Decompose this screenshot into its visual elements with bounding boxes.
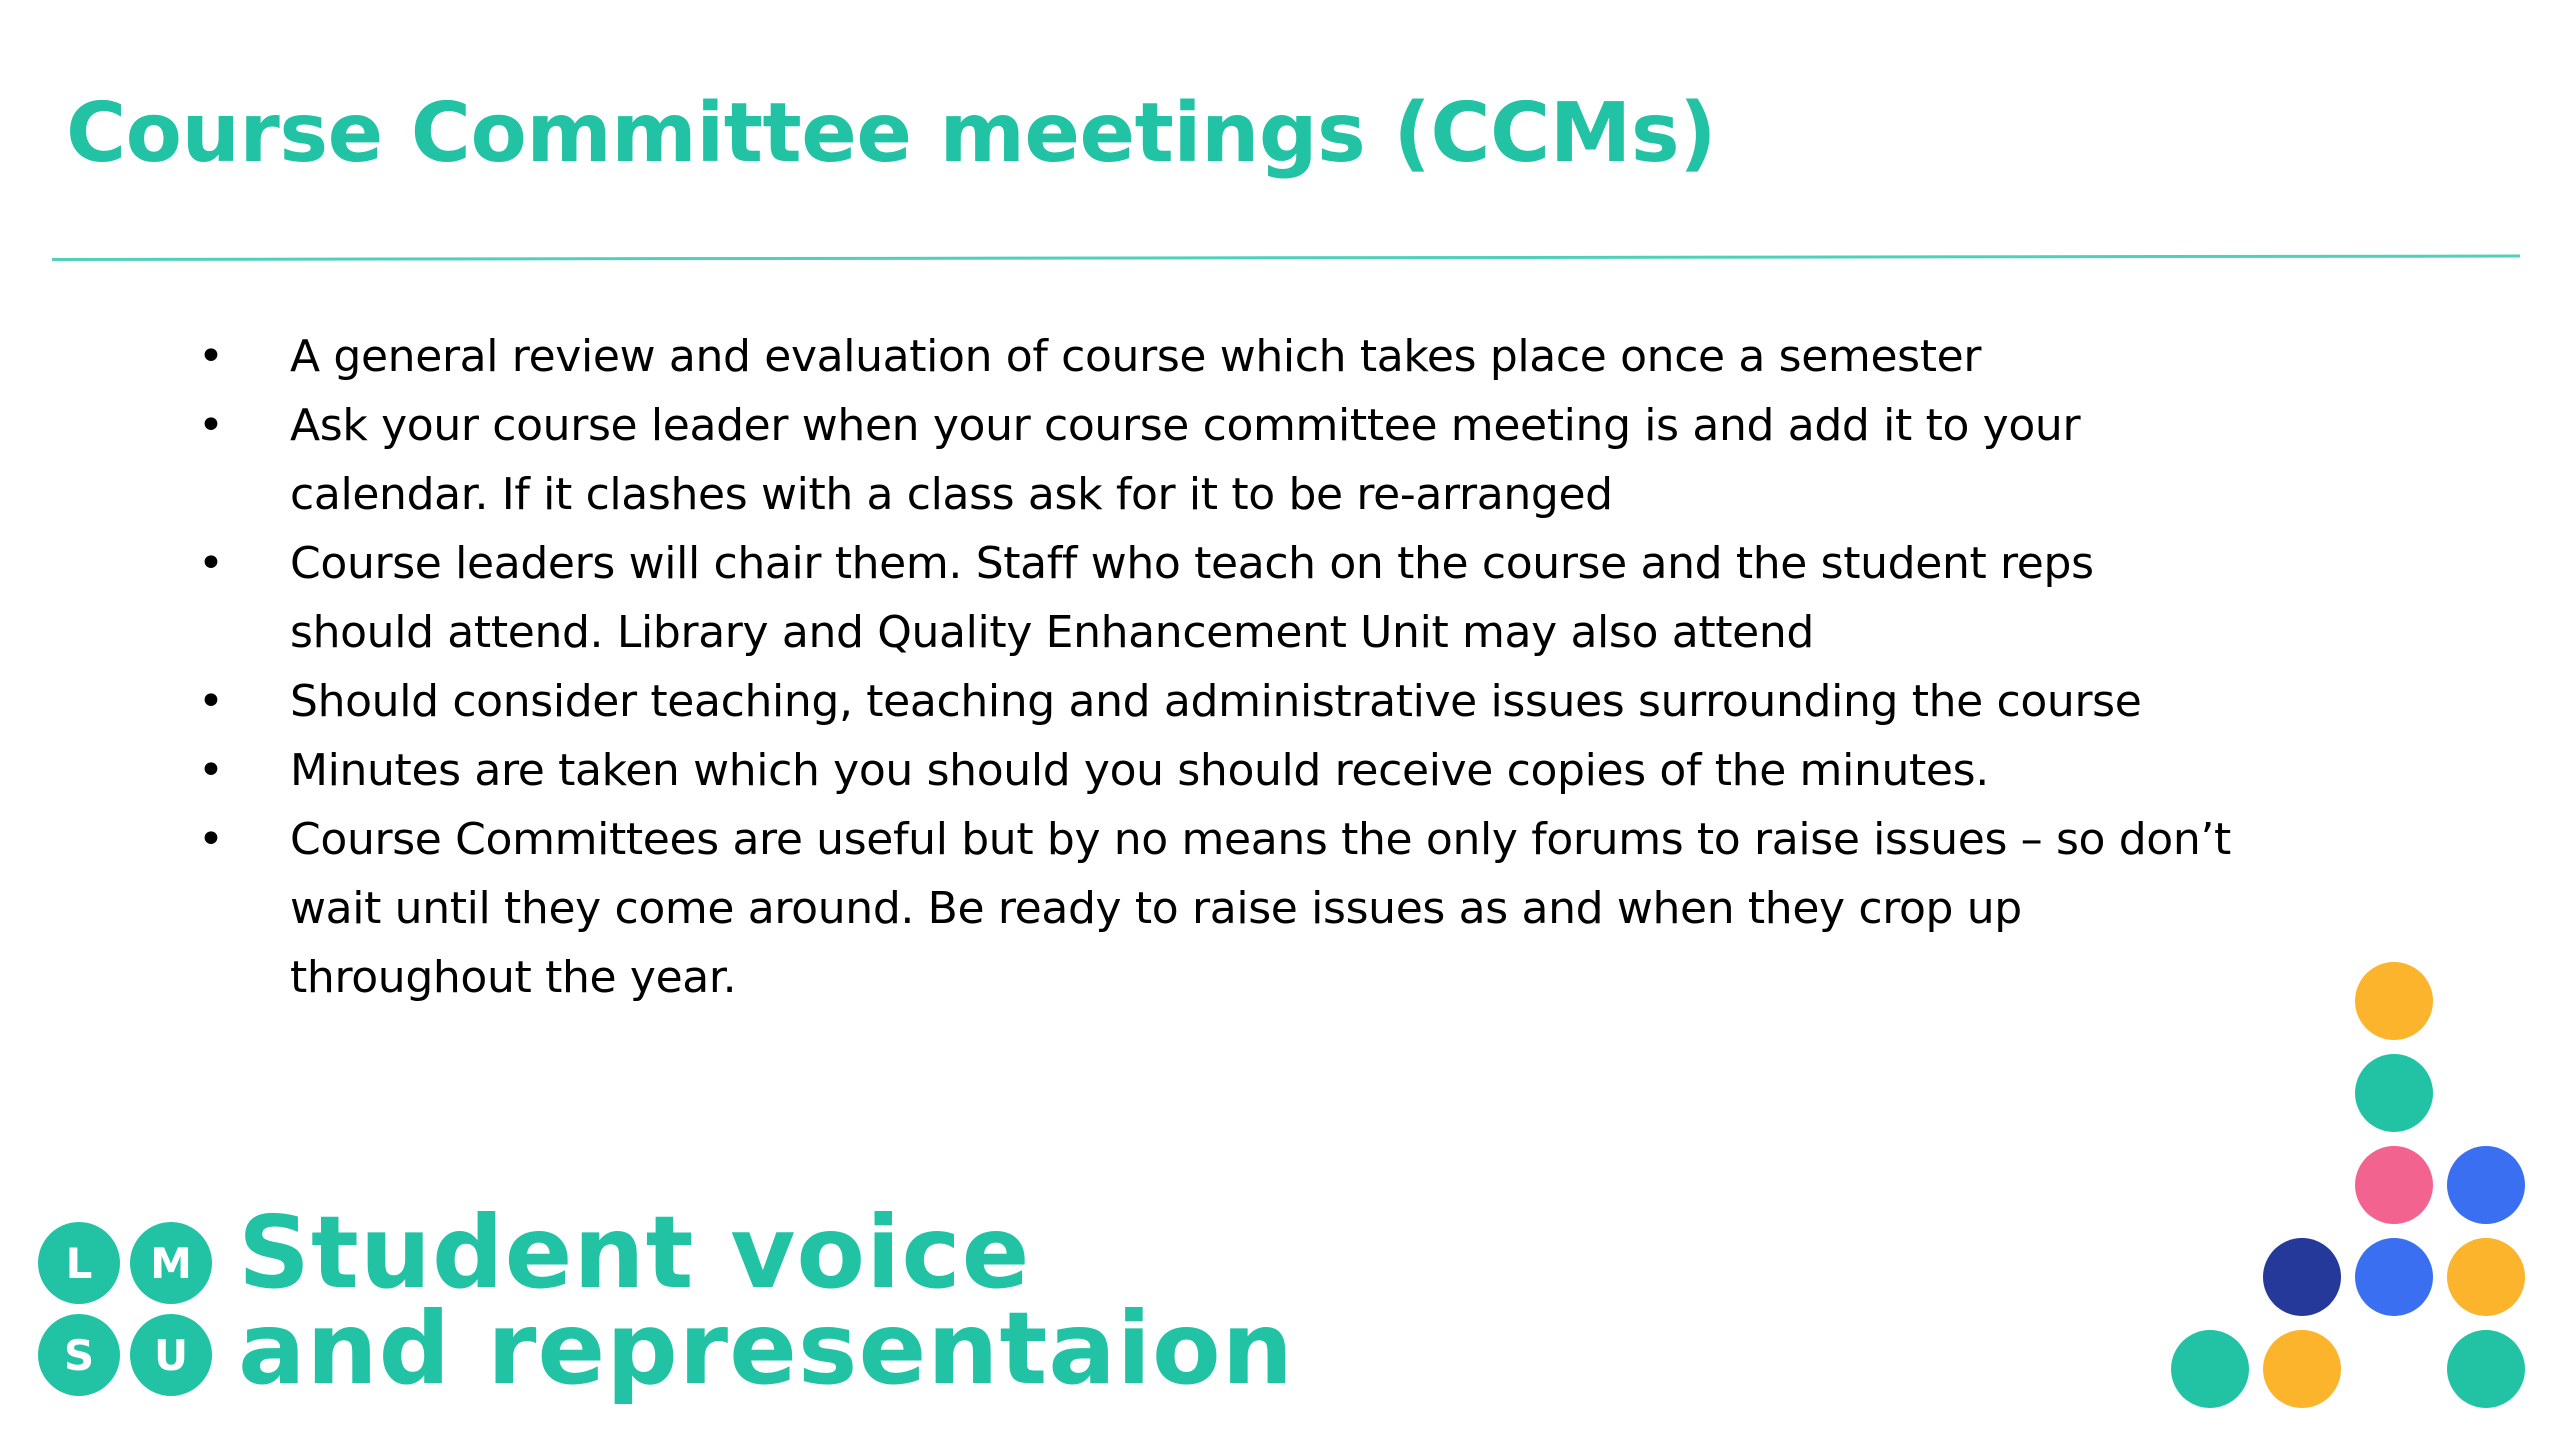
bullet-line: Minutes are taken which you should you should receive copies of the minutes. <box>290 745 1989 796</box>
decor-dot-teal <box>2171 1330 2249 1408</box>
brand-wordmark <box>238 1194 1294 1407</box>
bullet-line: should attend. Library and Quality Enhancement Unit may also attend <box>290 607 1814 658</box>
decor-dot-orange <box>2447 1238 2525 1316</box>
bullet-line: Should consider teaching, teaching and administrative issues surrounding the course <box>290 676 2142 727</box>
slide-title: Course Committee meetings (CCMs) <box>66 86 1717 181</box>
decor-dot-blue <box>2447 1146 2525 1224</box>
bullet-dot: • <box>198 676 224 727</box>
decor-dot-navy <box>2263 1238 2341 1316</box>
logo-letter-m: M <box>130 1222 212 1304</box>
bullet-dot: • <box>198 814 224 865</box>
bullet-item <box>198 736 2290 805</box>
logo-letter-l: L <box>38 1222 120 1304</box>
decor-dot-teal <box>2447 1330 2525 1408</box>
logo-letter-u: U <box>130 1314 212 1396</box>
bullet-item <box>198 805 2290 1012</box>
bullet-item <box>198 322 2290 391</box>
decor-dot-orange <box>2355 962 2433 1040</box>
lmsu-logo <box>38 1222 218 1402</box>
bullet-line: Ask your course leader when your course committee meeting is and add it to your <box>290 400 2081 451</box>
bullet-line: Course leaders will chair them. Staff who teach on the course and the student reps <box>290 538 2094 589</box>
bullet-line: A general review and evaluation of course which takes place once a semester <box>290 331 1982 382</box>
bullet-item <box>198 667 2290 736</box>
bullet-list <box>198 322 2290 1012</box>
brand-line-1: Student voice <box>238 1194 1031 1311</box>
title-divider <box>52 255 2520 261</box>
bullet-item <box>198 529 2290 667</box>
bullet-line: Course Committees are useful but by no means the only forums to raise issues – so don’t <box>290 814 2231 865</box>
bullet-line: calendar. If it clashes with a class ask for it to be re-arranged <box>290 469 1613 520</box>
bullet-dot: • <box>198 400 224 451</box>
bullet-dot: • <box>198 331 224 382</box>
bullet-item <box>198 391 2290 529</box>
logo-letter-s: S <box>38 1314 120 1396</box>
bullet-dot: • <box>198 538 224 589</box>
decor-dot-blue <box>2355 1238 2433 1316</box>
bullet-dot: • <box>198 745 224 796</box>
decor-dot-teal <box>2355 1054 2433 1132</box>
decor-dot-orange <box>2263 1330 2341 1408</box>
brand-line-2: and representaion <box>238 1290 1294 1407</box>
decor-dot-pink <box>2355 1146 2433 1224</box>
bullet-line: wait until they come around. Be ready to raise issues as and when they crop up <box>290 883 2022 934</box>
bullet-line: throughout the year. <box>290 952 737 1003</box>
